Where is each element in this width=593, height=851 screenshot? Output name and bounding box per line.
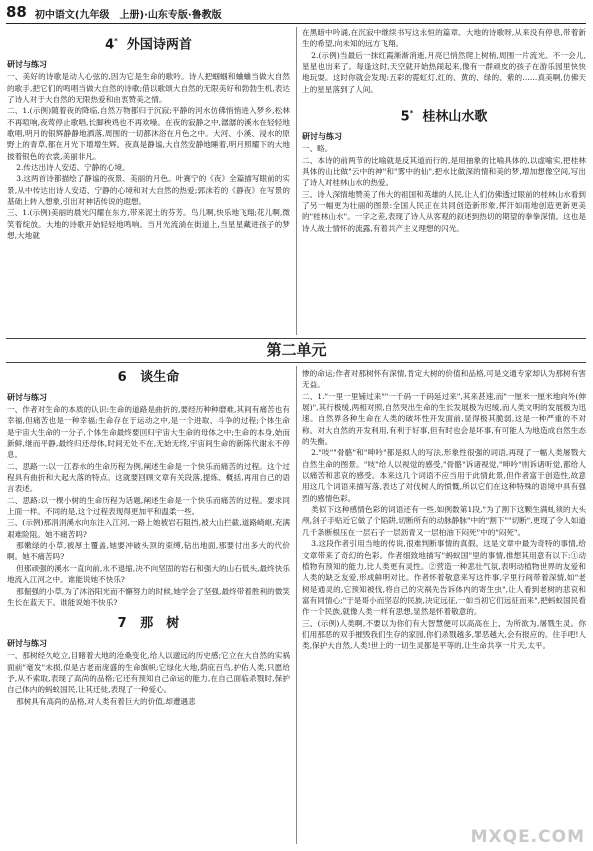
paragraph: 三、(示例)那涓涓溪水向东注入江河,一路上她被岩石阻挡,被大山拦截,道路崎岖,充满艰难险阻。她不痛苦吗? (7, 518, 290, 539)
paragraph: 类似下这种感情色彩的词语还有一些,如例数第1段,"为了割下这颗生满虬须的大头颅,剑子手贴近它做了个陷阱,切断所有的动脉静脉"中的"割下""切断",更现了令人如道几千条断根压在一层石子一层沥青又一层柏油下闷死"中的"闷死"。 (302, 505, 586, 537)
paragraph: 二、1."一里一里铺过来""一千码一千码延过来",其来甚速,而"一厘米一厘米地向外(伸展)",其行极缓,两相对照,自然突出生命的生长发展极为迟缓,而人类文明的发展极为迅速。自然界各种生命在人类的破坏性开发面前,显得极其脆弱,这是一种严重的不对称。对大自然的开发利用,有利于好事,但有时也会是坏事,有可能人为地造成自然生态的失衡。 (302, 391, 586, 447)
paragraph: 一、美好的诗歌是动人心弦的,因为它是生命的歌吟。诗人把蝈蝈和蛐蛐当做大自然的歌手,把它们的鸣唱当做大自然的诗歌;借以歌颂大自然的无限美好和勃勃生机,表达了诗人对于大自然的无限热爱和由衷赞美之情。 (7, 72, 290, 105)
subheading: 研讨与练习 (7, 639, 47, 649)
paragraph: 二、思路:以一棵小树的生命历程为话题,阐述生命是一个快乐而痛苦的过程。要求同上面一样。不同的是,这个过程表现得更加平和温柔一些。 (7, 495, 290, 517)
paragraph: 一、略。 (302, 144, 333, 154)
page-number: 88 (6, 3, 27, 21)
section-name: 那 树 (140, 616, 180, 632)
paragraph: 那树具有高尚的品格,对人类有着巨大的价值,却遭遇悲 (16, 696, 196, 706)
paragraph: 一、那树经久屹立,目睹着大地的沧桑变化,给人以邈远的历史感;它立在大自然的实祸面前"毫发"未损,似是古老而庞盛的生命旗帜;它绿化大地,荫庇百鸟,护佑人类,只愿给予,从不索取,表现了高尚的品格;它还有预知自己命运的能力,在自己面临杀戮时,保护自己体内的蚂蚁国民,让其迁徙,表现了一种爱心。 (7, 651, 290, 695)
unit-title: 第二单元 (266, 341, 327, 359)
paragraph: 2.(示例)当最后一抹红霞渐渐消逝,月亮已悄然爬上树梢,周围一片流光。不一会儿,星星也出来了。每逢这时,天空就开始热闹起来,像有一群顽皮的孩子在游乐园里快快地玩耍。这时你就会发现:五彩的霓虹灯,红的、黄的、绿的、紫的……真美啊,仿佛天上的星星落到了人间。 (302, 50, 586, 94)
watermark: MXQE.COM (470, 827, 585, 847)
section-name: 桂林山水歌 (422, 109, 488, 125)
section-number: 7 (117, 616, 127, 632)
paragraph: 二、1.(示例)随着夜的降临,自然万物都归于沉寂;平静的河水仿佛悄悄进入梦乡,松林不再喧响,夜莺停止歌唱,长脚秧鸡也不再欢噪。在夜的寂静之中,潺潺的溪水在轻轻地歌唱,明月的银辉静静地洒落,周围的一切都沐浴在月色之中。大河、小溪、浸水的原野上的青草,都在月光下增增生辉。夜真是静谧,大自然安静地睡着,明月照耀下的大地披着银色的衣裳,美丽非凡。 (7, 106, 290, 161)
section-name: 外国诗两首 (126, 37, 192, 53)
paragraph: 二、思路一:以一江春水的生命历程为例,阐述生命是一个快乐而痛苦的过程。这个过程具有曲折和大起大落的特点。这就要回顾文章有关段落,提炼、概括,再用自己的语言表述。 (7, 461, 290, 494)
section-title-5 (302, 105, 586, 125)
section-title-7 (7, 616, 290, 632)
column-divider (296, 366, 297, 844)
paragraph: 那嫩绿的小草,被厚土覆盖,她要冲破头顶的束缚,钻出地面,那要付出多大的代价啊。她不痛苦吗? (7, 541, 290, 562)
section-number: 6 (117, 370, 127, 385)
section-title-6 (7, 370, 290, 386)
paragraph: 三、诗人深情地赞美了伟大的祖国和英雄的人民,让人们仿佛透过眼前的桂林山水看到了另一幅更为壮丽的图景:全国人民正在共同创造新形象,挥汗如雨地创造更新更美的"桂林山水"。一字之差,表现了诗人从客观的叙述到热切的期望的拳拳深情。这也是诗人战士情怀的流露,有着共产主义理想的闪光。 (302, 189, 586, 233)
paragraph: 2."吱""骨骼"和"呻吟"都是拟人的写法,形象性很强的词语,再现了一幅人类屠戮大自然生命的图景。"吱"给人以视觉的感受,"骨骼"诉诸视觉,"呻吟"则诉诸听觉,都给人以痛苦和悲哀的感受。本来这几个词语不应当用于此情此景,但作者富于创造性,故意用这几个词语来描写落,表达了对伐树人的愤慨,所以它们在这种特殊的语境中具有强烈的感情色彩。 (302, 448, 586, 503)
paragraph: 那倔强的小草,为了沐浴阳光而不懈努力的时候,她学会了坚强,最终带着胜利的微笑生长在蓝天下。谁能说她不快乐? (7, 586, 290, 607)
column-top-right (302, 27, 586, 337)
subheading: 研讨与练习 (7, 60, 47, 70)
paragraph: 3.这两首诗都描绘了静谧的夜景、美丽的月色。叶赛宁的《夜》全篇描写眼前的实景,从中传达出诗人安适、宁静的心境和对大自然的热爱;郭沫若的《静夜》在写景的基础上转入想象,引出对神话传说的遐想。 (7, 174, 290, 207)
optional-mark: * (114, 37, 118, 45)
column-bottom-left (7, 366, 290, 846)
paragraph: 三、(示例)人类啊,不要以为你们有大智慧便可以高高在上、为所欲为,屠戮生灵。你们用那恶的双手摧毁我们生存的家园,你们杀戮越多,罪恶越大,会有报应的。住手吧!人类,保护大自然,人类!世上的一切生灵都是平等的,让生命共享一片天,太平。 (302, 618, 586, 651)
section-title-4 (7, 33, 290, 53)
paragraph: 2.传达出诗人安适、宁静的心境。 (16, 163, 130, 173)
section-number: 5 (400, 109, 410, 125)
unit-rule-top (6, 338, 586, 339)
paragraph: 但那顽强的溪水一直向前,永不退缩,决不向坚固的岩石和强大的山石低头,最终快乐地流入江河之中。谁能说她不快乐? (7, 563, 290, 585)
column-divider (296, 27, 297, 335)
paragraph: 三、1.(示例)美丽的晨光闪耀在东方,带来泥土的芬芳。鸟儿啊,快乐地飞翔;花儿啊,微笑着绽放。大地的诗歌开始轻轻地鸣响。当月光流淌在街道上,当星星藏进孩子的梦想,大地就 (7, 208, 290, 241)
optional-mark: * (409, 109, 414, 118)
book-title: 初中语文(九年级 上册)·山东专版·鲁教版 (34, 10, 222, 21)
paragraph: 3.这段作者引用当地的传说,很难判断事情的真假。这是文章中最为奇特的事情,给文章带来了奇幻的色彩。作者细致地描写"蚂蚁国"里的事情,推想其用意有以下:①动植物有预知的能力,比人类更有灵性。②营造一种悲壮气氛,表明动植物世界的友爱和人类的缺乏友爱,形成鲜明对比。作者怀着敬意来写这件事,字里行间带着深情,如"老树是通灵的,它预知被伐,将自己的灾祸先告诉体内的寄生虫",让人看到老树的悲哀和富有同情心;"于是哥小而坚忍的民族,决定远征,一如当初它们远征而来",把蚂蚁国民看作一个民族,就像人类一样有思想,显然是怀着敬意的。 (302, 539, 586, 617)
paragraph: 一、作者对生命的本质的认识:生命的道路是曲折的,要经历种种磨难,其间有痛苦也有幸福,但痛苦也是一种幸福;生命存在于运动之中,是一个进取、斗争的过程;个体生命是宇宙大生命的一分子,个体生命最终要回归宇宙大生命的母体之中;生命的本身,始而新鲜,继而平静,最终归还母体,时间无处不在,无始无终,宇宙间生命的新陈代谢永不停息。 (7, 405, 290, 460)
page-header (6, 2, 586, 24)
section-number: 4 (105, 37, 115, 53)
paragraph: 二、本诗的前两节的比喻就是反其道而行的,是用抽象的比喻具体的,以虚喻实,把桂林具体的山比做"云中的神"和"雾中的仙",把水比做深的情和美的梦,增加想像空间,写出了诗人对桂林山水的热爱。 (302, 155, 586, 188)
unit-rule-bottom (6, 362, 586, 363)
subheading: 研讨与练习 (302, 132, 342, 142)
paragraph: 在黑暗中吟诵,在沉寂中继续书写这永恒的篇章。大地的诗歌呀,从来没有停息,带着新生的希望,向未知的远方飞翔。 (302, 28, 586, 49)
subheading: 研讨与练习 (7, 393, 47, 402)
paragraph: 惨的命运;作者对那树怀有深情,肯定大树的价值和品格,可是交通专家却认为那树有害无益。 (302, 369, 586, 390)
section-name: 谈生命 (140, 370, 180, 385)
column-bottom-right (302, 368, 586, 846)
column-top-left (7, 27, 290, 337)
